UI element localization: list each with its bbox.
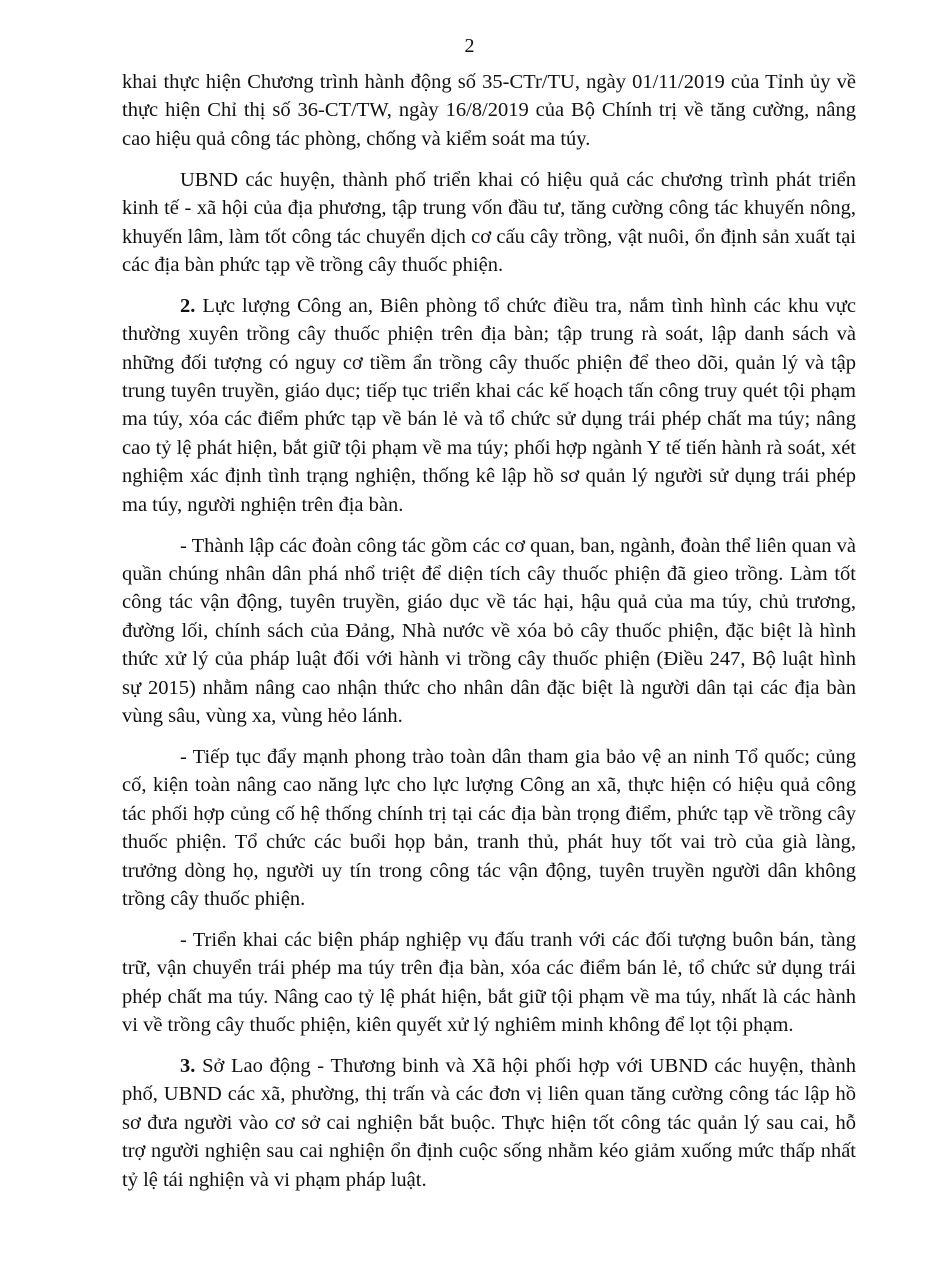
paragraph-bullet-1 — [122, 532, 856, 731]
document-body — [122, 68, 856, 1207]
section-number: 3. — [180, 1055, 196, 1077]
paragraph-text: - Thành lập các đoàn công tác gồm các cơ quan, ban, ngành, đoàn thể liên quan và quần chúng nhân dân phá nhổ triệt để diện tích cây thuốc phiện đã gieo trồng. Làm tốt công tác vận động, tuyên truyền, giáo dục về tác hại, hậu quả của ma túy, chủ trương, đường lối, chính sách của Đảng, Nhà nước về xóa bỏ cây thuốc phiện, đặc biệt là hình thức xử lý của pháp luật đối với hành vi trồng cây thuốc phiện (Điều 247, Bộ luật hình sự 2015) nhằm nâng cao nhận thức cho nhân dân đặc biệt là người dân tại các địa bàn vùng sâu, vùng xa, vùng hẻo lánh. — [122, 534, 856, 728]
paragraph-text: - Tiếp tục đẩy mạnh phong trào toàn dân tham gia bảo vệ an ninh Tổ quốc; củng cố, kiện toàn nâng cao năng lực cho lực lượng Công an xã, thực hiện có hiệu quả công tác phối hợp củng cố hệ thống chính trị tại các địa bàn trọng điểm, phức tạp về trồng cây thuốc phiện. Tổ chức các buổi họp bản, tranh thủ, phát huy tốt vai trò của già làng, trưởng dòng họ, người uy tín trong công tác vận động, tuyên truyền người dân không trồng cây thuốc phiện. — [122, 745, 856, 910]
paragraph-continuation — [122, 68, 856, 153]
paragraph-section-3 — [122, 1052, 856, 1194]
section-number: 2. — [180, 294, 196, 317]
paragraph-section-2 — [122, 292, 856, 519]
page-number: 2 — [464, 35, 475, 57]
paragraph-text: UBND các huyện, thành phố triển khai có hiệu quả các chương trình phát triển kinh tế - xã hội của địa phương, tập trung vốn đầu tư, tăng cường công tác khuyến nông, khuyến lâm, làm tốt công tác chuyển dịch cơ cấu cây trồng, vật nuôi, ổn định sản xuất tại các địa bàn phức tạp về trồng cây thuốc phiện. — [122, 168, 856, 276]
paragraph-text: Lực lượng Công an, Biên phòng tổ chức điều tra, nắm tình hình các khu vực thường xuyên trồng cây thuốc phiện trên địa bàn; tập trung rà soát, lập danh sách và những đối tượng có nguy cơ tiềm ẩn trồng cây thuốc phiện để theo dõi, quản lý và tập trung tuyên truyền, giáo dục; tiếp tục triển khai các kế hoạch tấn công truy quét tội phạm ma túy, xóa các điểm phức tạp về bán lẻ và tổ chức sử dụng trái phép chất ma túy; nâng cao tỷ lệ phát hiện, bắt giữ tội phạm về ma túy; phối hợp ngành Y tế tiến hành rà soát, xét nghiệm xác định tình trạng nghiện, thống kê lập hồ sơ quản lý người sử dụng trái phép ma túy, người nghiện trên địa bàn. — [122, 294, 856, 516]
paragraph-bullet-3 — [122, 926, 856, 1040]
paragraph-bullet-2 — [122, 743, 856, 913]
paragraph-text: khai thực hiện Chương trình hành động số 35-CTr/TU, ngày 01/11/2019 của Tỉnh ủy về thực hiện Chỉ thị số 36-CT/TW, ngày 16/8/2019 của Bộ Chính trị về tăng cường, nâng cao hiệu quả công tác phòng, chống và kiểm soát ma túy. — [122, 71, 856, 150]
paragraph-text: Sở Lao động - Thương binh và Xã hội phối hợp với UBND các huyện, thành phố, UBND các xã, phường, thị trấn và các đơn vị liên quan tăng cường công tác lập hồ sơ đưa người vào cơ sở cai nghiện bắt buộc. Thực hiện tốt công tác quản lý sau cai, hỗ trợ người nghiện sau cai nghiện ổn định cuộc sống nhằm kéo giảm xuống mức thấp nhất tỷ lệ tái nghiện và vi phạm pháp luật. — [122, 1055, 856, 1191]
paragraph-text: - Triển khai các biện pháp nghiệp vụ đấu tranh với các đối tượng buôn bán, tàng trữ, vận chuyển trái phép ma túy trên địa bàn, xóa các điểm bán lẻ, tổ chức sử dụng trái phép chất ma túy. Nâng cao tỷ lệ phát hiện, bắt giữ tội phạm về ma túy, nhất là các hành vi về trồng cây thuốc phiện, kiên quyết xử lý nghiêm minh không để lọt tội phạm. — [122, 928, 856, 1037]
paragraph-ubnd — [122, 166, 856, 280]
